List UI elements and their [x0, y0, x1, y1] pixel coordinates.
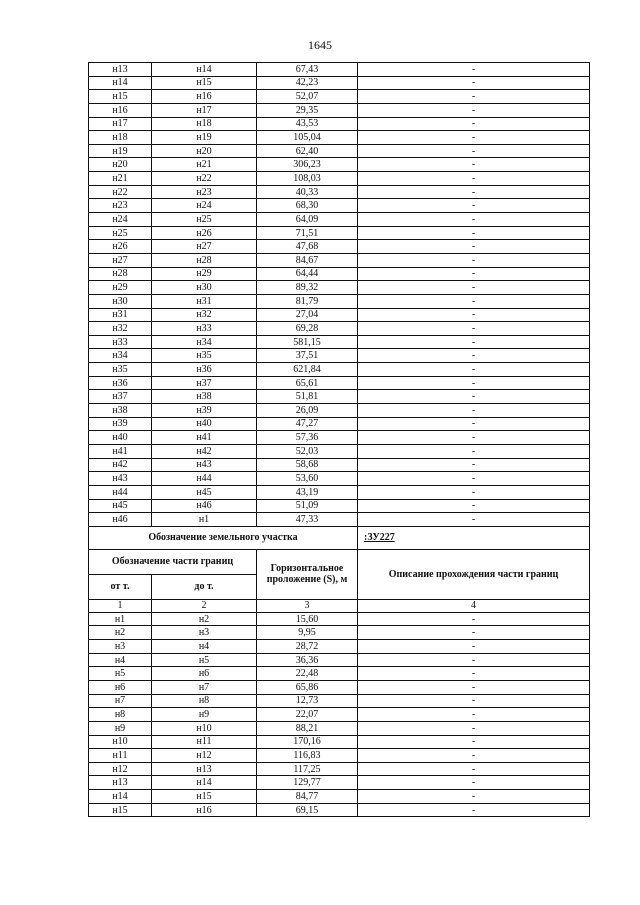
- description-cell: -: [358, 653, 590, 667]
- from-point-cell: н15: [89, 803, 152, 817]
- to-point-cell: н20: [152, 144, 257, 158]
- from-point-cell: н37: [89, 390, 152, 404]
- length-cell: 581,15: [257, 335, 358, 349]
- boundary-part-header: Обозначение части границ: [89, 549, 257, 574]
- table-row: [89, 680, 590, 694]
- description-cell: -: [358, 363, 590, 377]
- to-point-cell: н8: [152, 694, 257, 708]
- table-row: [89, 694, 590, 708]
- length-cell: 28,72: [257, 640, 358, 654]
- to-point-cell: н29: [152, 267, 257, 281]
- from-point-cell: н4: [89, 653, 152, 667]
- description-cell: -: [358, 63, 590, 77]
- to-point-cell: н15: [152, 790, 257, 804]
- description-cell: -: [358, 626, 590, 640]
- description-cell: -: [358, 253, 590, 267]
- length-cell: 12,73: [257, 694, 358, 708]
- description-cell: -: [358, 694, 590, 708]
- description-cell: -: [358, 90, 590, 104]
- to-point-cell: н17: [152, 103, 257, 117]
- from-point-cell: н7: [89, 694, 152, 708]
- length-cell: 69,28: [257, 322, 358, 336]
- from-point-cell: н12: [89, 762, 152, 776]
- length-cell: 64,09: [257, 213, 358, 227]
- to-point-cell: н19: [152, 131, 257, 145]
- table-row: [89, 472, 590, 486]
- length-cell: 170,16: [257, 735, 358, 749]
- table-row: [89, 626, 590, 640]
- from-point-cell: н25: [89, 226, 152, 240]
- to-point-cell: н16: [152, 90, 257, 104]
- from-point-cell: н27: [89, 253, 152, 267]
- table-row: [89, 322, 590, 336]
- column-number: 1: [89, 599, 152, 612]
- from-point-cell: н42: [89, 458, 152, 472]
- from-point-cell: н1: [89, 612, 152, 626]
- from-point-cell: н17: [89, 117, 152, 131]
- description-cell: -: [358, 708, 590, 722]
- to-point-cell: н24: [152, 199, 257, 213]
- to-point-cell: н31: [152, 294, 257, 308]
- from-point-cell: н44: [89, 485, 152, 499]
- to-point-cell: н18: [152, 117, 257, 131]
- table-row: [89, 267, 590, 281]
- description-cell: -: [358, 790, 590, 804]
- length-cell: 88,21: [257, 721, 358, 735]
- length-cell: 53,60: [257, 472, 358, 486]
- table-row: [89, 63, 590, 77]
- description-cell: -: [358, 76, 590, 90]
- table-row: [89, 281, 590, 295]
- from-point-cell: н41: [89, 444, 152, 458]
- length-cell: 37,51: [257, 349, 358, 363]
- description-cell: -: [358, 472, 590, 486]
- table-row: [89, 253, 590, 267]
- from-point-cell: н13: [89, 63, 152, 77]
- length-cell: 26,09: [257, 404, 358, 418]
- description-cell: -: [358, 308, 590, 322]
- description-cell: -: [358, 513, 590, 527]
- length-cell: 71,51: [257, 226, 358, 240]
- description-cell: -: [358, 612, 590, 626]
- description-cell: -: [358, 294, 590, 308]
- to-point-cell: н14: [152, 776, 257, 790]
- table-row: [89, 117, 590, 131]
- table-row: [89, 417, 590, 431]
- from-point-cell: н13: [89, 776, 152, 790]
- table-row: [89, 376, 590, 390]
- from-point-cell: н11: [89, 749, 152, 763]
- length-cell: 65,61: [257, 376, 358, 390]
- to-point-cell: н30: [152, 281, 257, 295]
- length-cell: 84,67: [257, 253, 358, 267]
- table-row: [89, 513, 590, 527]
- horizontal-length-header: Горизонтальное проложение (S), м: [257, 549, 358, 599]
- description-cell: -: [358, 776, 590, 790]
- length-cell: 22,07: [257, 708, 358, 722]
- table-row: [89, 776, 590, 790]
- section1-body: [89, 63, 590, 527]
- to-point-cell: н35: [152, 349, 257, 363]
- length-cell: 84,77: [257, 790, 358, 804]
- from-point-cell: н30: [89, 294, 152, 308]
- to-point-cell: н28: [152, 253, 257, 267]
- description-cell: -: [358, 762, 590, 776]
- table-row: [89, 499, 590, 513]
- table-row: [89, 458, 590, 472]
- table-row: [89, 708, 590, 722]
- column-number: 4: [358, 599, 590, 612]
- length-cell: 68,30: [257, 199, 358, 213]
- from-point-cell: н3: [89, 640, 152, 654]
- from-point-cell: н21: [89, 172, 152, 186]
- to-point-cell: н22: [152, 172, 257, 186]
- to-point-cell: н4: [152, 640, 257, 654]
- description-cell: -: [358, 444, 590, 458]
- table-row: [89, 803, 590, 817]
- table-row: [89, 349, 590, 363]
- to-point-cell: н32: [152, 308, 257, 322]
- length-cell: 129,77: [257, 776, 358, 790]
- length-cell: 22,48: [257, 667, 358, 681]
- to-point-cell: н15: [152, 76, 257, 90]
- from-point-header: от т.: [89, 574, 152, 599]
- length-cell: 117,25: [257, 762, 358, 776]
- length-cell: 43,19: [257, 485, 358, 499]
- length-cell: 65,86: [257, 680, 358, 694]
- table-row: [89, 749, 590, 763]
- from-point-cell: н39: [89, 417, 152, 431]
- description-cell: -: [358, 390, 590, 404]
- table-row: [89, 131, 590, 145]
- to-point-cell: н7: [152, 680, 257, 694]
- from-point-cell: н15: [89, 90, 152, 104]
- table-row: [89, 90, 590, 104]
- from-point-cell: н24: [89, 213, 152, 227]
- length-cell: 47,68: [257, 240, 358, 254]
- description-cell: -: [358, 640, 590, 654]
- to-point-cell: н16: [152, 803, 257, 817]
- from-point-cell: н45: [89, 499, 152, 513]
- description-cell: -: [358, 335, 590, 349]
- length-cell: 81,79: [257, 294, 358, 308]
- to-point-cell: н5: [152, 653, 257, 667]
- from-point-cell: н14: [89, 76, 152, 90]
- to-point-cell: н36: [152, 363, 257, 377]
- description-cell: -: [358, 199, 590, 213]
- length-cell: 57,36: [257, 431, 358, 445]
- description-cell: -: [358, 803, 590, 817]
- length-cell: 89,32: [257, 281, 358, 295]
- description-cell: -: [358, 667, 590, 681]
- description-cell: -: [358, 376, 590, 390]
- table-row: [89, 363, 590, 377]
- to-point-cell: н38: [152, 390, 257, 404]
- length-cell: 62,40: [257, 144, 358, 158]
- length-cell: 67,43: [257, 63, 358, 77]
- from-point-cell: н18: [89, 131, 152, 145]
- description-cell: -: [358, 721, 590, 735]
- table-row: [89, 172, 590, 186]
- from-point-cell: н36: [89, 376, 152, 390]
- to-point-cell: н44: [152, 472, 257, 486]
- length-cell: 105,04: [257, 131, 358, 145]
- table-row: [89, 721, 590, 735]
- description-cell: -: [358, 735, 590, 749]
- table-row: [89, 76, 590, 90]
- description-cell: -: [358, 172, 590, 186]
- description-cell: -: [358, 240, 590, 254]
- table-row: [89, 404, 590, 418]
- from-point-cell: н40: [89, 431, 152, 445]
- description-header: Описание прохождения части границ: [358, 549, 590, 599]
- to-point-cell: н42: [152, 444, 257, 458]
- to-point-cell: н9: [152, 708, 257, 722]
- table-row: [89, 640, 590, 654]
- table-row: [89, 199, 590, 213]
- description-cell: -: [358, 226, 590, 240]
- description-cell: -: [358, 158, 590, 172]
- length-cell: 42,23: [257, 76, 358, 90]
- table-row: [89, 158, 590, 172]
- page-number: 1645: [308, 38, 332, 52]
- from-point-cell: н46: [89, 513, 152, 527]
- from-point-cell: н2: [89, 626, 152, 640]
- table-row: [89, 103, 590, 117]
- table-row: [89, 762, 590, 776]
- length-cell: 52,03: [257, 444, 358, 458]
- table-row: [89, 485, 590, 499]
- to-point-cell: н10: [152, 721, 257, 735]
- from-point-cell: н22: [89, 185, 152, 199]
- description-cell: -: [358, 281, 590, 295]
- length-cell: 64,44: [257, 267, 358, 281]
- description-cell: -: [358, 404, 590, 418]
- to-point-cell: н25: [152, 213, 257, 227]
- from-point-cell: н8: [89, 708, 152, 722]
- from-point-cell: н34: [89, 349, 152, 363]
- from-point-cell: н26: [89, 240, 152, 254]
- table-row: [89, 213, 590, 227]
- from-point-cell: н43: [89, 472, 152, 486]
- description-cell: -: [358, 458, 590, 472]
- from-point-cell: н28: [89, 267, 152, 281]
- from-point-cell: н38: [89, 404, 152, 418]
- from-point-cell: н35: [89, 363, 152, 377]
- table-row: [89, 308, 590, 322]
- to-point-cell: н43: [152, 458, 257, 472]
- to-point-cell: н41: [152, 431, 257, 445]
- from-point-cell: н20: [89, 158, 152, 172]
- boundary-table: [88, 62, 590, 817]
- parcel-id: :ЗУ227: [358, 526, 590, 549]
- to-point-cell: н40: [152, 417, 257, 431]
- table-row: [89, 431, 590, 445]
- table-row: [89, 144, 590, 158]
- description-cell: -: [358, 485, 590, 499]
- length-cell: 40,33: [257, 185, 358, 199]
- description-cell: -: [358, 499, 590, 513]
- to-point-cell: н46: [152, 499, 257, 513]
- table-row: [89, 226, 590, 240]
- length-cell: 116,83: [257, 749, 358, 763]
- length-cell: 43,53: [257, 117, 358, 131]
- column-number: 2: [152, 599, 257, 612]
- to-point-cell: н13: [152, 762, 257, 776]
- to-point-cell: н21: [152, 158, 257, 172]
- from-point-cell: н29: [89, 281, 152, 295]
- description-cell: -: [358, 680, 590, 694]
- table-row: [89, 335, 590, 349]
- description-cell: -: [358, 144, 590, 158]
- length-cell: 51,09: [257, 499, 358, 513]
- length-cell: 306,23: [257, 158, 358, 172]
- from-point-cell: н14: [89, 790, 152, 804]
- description-cell: -: [358, 431, 590, 445]
- to-point-cell: н45: [152, 485, 257, 499]
- table-row: [89, 667, 590, 681]
- section2-body: [89, 612, 590, 817]
- description-cell: -: [358, 103, 590, 117]
- table-row: [89, 294, 590, 308]
- to-point-cell: н39: [152, 404, 257, 418]
- length-cell: 29,35: [257, 103, 358, 117]
- to-point-cell: н34: [152, 335, 257, 349]
- description-cell: -: [358, 213, 590, 227]
- to-point-cell: н2: [152, 612, 257, 626]
- column-number: 3: [257, 599, 358, 612]
- table-row: [89, 240, 590, 254]
- from-point-cell: н10: [89, 735, 152, 749]
- table-row: [89, 612, 590, 626]
- to-point-cell: н37: [152, 376, 257, 390]
- description-cell: -: [358, 267, 590, 281]
- table-row: [89, 390, 590, 404]
- description-cell: -: [358, 349, 590, 363]
- from-point-cell: н31: [89, 308, 152, 322]
- length-cell: 69,15: [257, 803, 358, 817]
- length-cell: 27,04: [257, 308, 358, 322]
- table-row: [89, 444, 590, 458]
- from-point-cell: н6: [89, 680, 152, 694]
- from-point-cell: н23: [89, 199, 152, 213]
- to-point-cell: н33: [152, 322, 257, 336]
- length-cell: 47,27: [257, 417, 358, 431]
- description-cell: -: [358, 417, 590, 431]
- to-point-cell: н11: [152, 735, 257, 749]
- to-point-cell: н27: [152, 240, 257, 254]
- description-cell: -: [358, 322, 590, 336]
- length-cell: 47,33: [257, 513, 358, 527]
- length-cell: 108,03: [257, 172, 358, 186]
- to-point-cell: н12: [152, 749, 257, 763]
- to-point-cell: н14: [152, 63, 257, 77]
- table-row: [89, 735, 590, 749]
- to-point-cell: н26: [152, 226, 257, 240]
- table-row: [89, 790, 590, 804]
- from-point-cell: н33: [89, 335, 152, 349]
- table-row: [89, 653, 590, 667]
- from-point-cell: н19: [89, 144, 152, 158]
- length-cell: 15,60: [257, 612, 358, 626]
- to-point-header: до т.: [152, 574, 257, 599]
- from-point-cell: н9: [89, 721, 152, 735]
- to-point-cell: н1: [152, 513, 257, 527]
- to-point-cell: н3: [152, 626, 257, 640]
- table-row: [89, 185, 590, 199]
- description-cell: -: [358, 185, 590, 199]
- from-point-cell: н5: [89, 667, 152, 681]
- length-cell: 51,81: [257, 390, 358, 404]
- length-cell: 58,68: [257, 458, 358, 472]
- length-cell: 9,95: [257, 626, 358, 640]
- section2-header: [89, 526, 590, 612]
- description-cell: -: [358, 749, 590, 763]
- length-cell: 621,84: [257, 363, 358, 377]
- from-point-cell: н16: [89, 103, 152, 117]
- length-cell: 52,07: [257, 90, 358, 104]
- length-cell: 36,36: [257, 653, 358, 667]
- to-point-cell: н6: [152, 667, 257, 681]
- parcel-label: Обозначение земельного участка: [89, 526, 358, 549]
- description-cell: -: [358, 131, 590, 145]
- from-point-cell: н32: [89, 322, 152, 336]
- description-cell: -: [358, 117, 590, 131]
- to-point-cell: н23: [152, 185, 257, 199]
